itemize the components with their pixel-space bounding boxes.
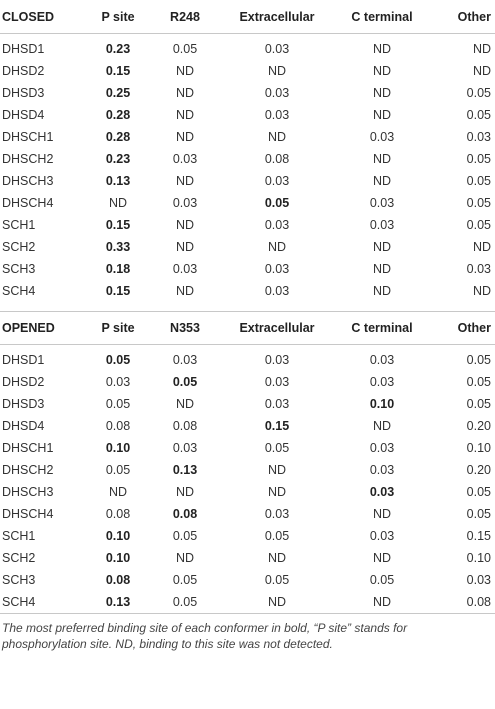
cell-conformer: DHSCH4 <box>2 507 54 521</box>
cell-c-terminal: 0.03 <box>369 441 395 455</box>
table-row <box>0 236 495 258</box>
cell-c-terminal: ND <box>372 284 392 298</box>
cell-residue-site: 0.03 <box>172 441 198 455</box>
cell-conformer: DHSD4 <box>2 419 45 433</box>
cell-other: 0.05 <box>466 218 491 232</box>
cell-residue-site: ND <box>175 174 195 188</box>
cell-residue-site: 0.03 <box>172 152 198 166</box>
cell-residue-site: 0.05 <box>172 573 198 587</box>
table-row <box>0 170 495 192</box>
cell-extracellular: 0.15 <box>264 419 290 433</box>
cell-p-site: 0.15 <box>105 218 131 232</box>
column-header-residue-site: N353 <box>149 312 221 345</box>
cell-extracellular: 0.03 <box>264 42 290 56</box>
cell-extracellular: 0.03 <box>264 353 290 367</box>
cell-other: 0.05 <box>466 86 491 100</box>
cell-extracellular: ND <box>267 130 287 144</box>
table-row <box>0 349 495 371</box>
cell-other: 0.15 <box>466 529 491 543</box>
cell-conformer: DHSD1 <box>2 353 45 367</box>
table-row <box>0 280 495 302</box>
table-row <box>0 591 495 614</box>
cell-conformer: DHSD3 <box>2 397 45 411</box>
cell-c-terminal: 0.03 <box>369 196 395 210</box>
cell-conformer: DHSCH3 <box>2 174 54 188</box>
cell-other: 0.03 <box>466 262 491 276</box>
cell-c-terminal: 0.03 <box>369 353 395 367</box>
cell-c-terminal: ND <box>372 174 392 188</box>
cell-residue-site: ND <box>175 397 195 411</box>
cell-c-terminal: ND <box>372 64 392 78</box>
header-row <box>0 0 495 34</box>
cell-residue-site: 0.08 <box>172 419 198 433</box>
cell-c-terminal: 0.03 <box>369 130 395 144</box>
cell-conformer: SCH2 <box>2 551 36 565</box>
cell-extracellular: ND <box>267 240 287 254</box>
cell-other: 0.05 <box>466 174 491 188</box>
cell-extracellular: 0.03 <box>264 218 290 232</box>
table-row <box>0 415 495 437</box>
table-row <box>0 569 495 591</box>
cell-other: 0.05 <box>466 485 491 499</box>
table-row <box>0 547 495 569</box>
cell-other: 0.10 <box>466 551 491 565</box>
header-row <box>0 312 495 345</box>
cell-p-site: 0.15 <box>105 64 131 78</box>
cell-conformer: SCH3 <box>2 262 36 276</box>
cell-p-site: 0.15 <box>105 284 131 298</box>
cell-c-terminal: 0.03 <box>369 218 395 232</box>
cell-conformer: SCH4 <box>2 284 36 298</box>
cell-other: ND <box>472 42 491 56</box>
cell-residue-site: ND <box>175 130 195 144</box>
cell-extracellular: 0.05 <box>264 573 290 587</box>
cell-residue-site: ND <box>175 485 195 499</box>
cell-c-terminal: 0.10 <box>369 397 395 411</box>
cell-p-site: 0.08 <box>105 419 131 433</box>
cell-p-site: ND <box>108 196 128 210</box>
cell-residue-site: 0.05 <box>149 591 221 614</box>
cell-p-site: 0.13 <box>105 174 131 188</box>
table-row <box>0 60 495 82</box>
cell-conformer: SCH4 <box>0 591 87 614</box>
cell-c-terminal: ND <box>372 152 392 166</box>
cell-conformer: DHSD2 <box>2 64 45 78</box>
cell-other: 0.05 <box>466 397 491 411</box>
cell-conformer: DHSCH2 <box>2 152 54 166</box>
cell-extracellular: 0.03 <box>264 375 290 389</box>
cell-residue-site: ND <box>175 108 195 122</box>
cell-conformer: SCH1 <box>2 218 36 232</box>
cell-residue-site: ND <box>175 218 195 232</box>
cell-extracellular: 0.03 <box>264 108 290 122</box>
cell-p-site: 0.10 <box>105 529 131 543</box>
cell-residue-site: ND <box>175 64 195 78</box>
cell-p-site: 0.25 <box>105 86 131 100</box>
cell-p-site: 0.28 <box>105 108 131 122</box>
cell-p-site: 0.08 <box>105 573 131 587</box>
cell-p-site: 0.18 <box>105 262 131 276</box>
column-header-extracellular: Extracellular <box>221 312 333 345</box>
separator-cell <box>0 302 495 312</box>
cell-other: 0.05 <box>466 108 491 122</box>
cell-extracellular: 0.03 <box>264 507 290 521</box>
cell-conformer: DHSCH2 <box>2 463 54 477</box>
cell-c-terminal: ND <box>372 551 392 565</box>
cell-p-site: 0.05 <box>105 353 131 367</box>
column-header-extracellular: Extracellular <box>221 0 333 34</box>
cell-other: 0.03 <box>466 573 491 587</box>
cell-p-site: 0.08 <box>105 507 131 521</box>
cell-conformer: DHSCH1 <box>2 130 54 144</box>
cell-other: 0.05 <box>466 375 491 389</box>
cell-c-terminal: ND <box>372 108 392 122</box>
cell-extracellular: 0.05 <box>264 529 290 543</box>
cell-residue-site: ND <box>175 551 195 565</box>
cell-p-site: 0.05 <box>105 463 131 477</box>
table-row <box>0 148 495 170</box>
cell-extracellular: 0.05 <box>264 196 290 210</box>
cell-extracellular: ND <box>267 485 287 499</box>
table-row <box>0 393 495 415</box>
cell-extracellular: ND <box>267 463 287 477</box>
cell-residue-site: 0.08 <box>172 507 198 521</box>
cell-other: ND <box>472 64 491 78</box>
cell-p-site: 0.28 <box>105 130 131 144</box>
cell-conformer: DHSCH3 <box>2 485 54 499</box>
cell-extracellular: 0.03 <box>264 397 290 411</box>
table-row <box>0 525 495 547</box>
cell-conformer: SCH2 <box>2 240 36 254</box>
cell-conformer: SCH1 <box>2 529 36 543</box>
cell-extracellular: 0.05 <box>264 441 290 455</box>
table-row <box>0 38 495 60</box>
cell-extracellular: 0.03 <box>264 86 290 100</box>
column-header-c-terminal: C terminal <box>333 312 431 345</box>
cell-c-terminal: ND <box>372 419 392 433</box>
table-row <box>0 503 495 525</box>
column-header-other: Other <box>431 0 495 34</box>
cell-c-terminal: ND <box>372 507 392 521</box>
table-row <box>0 82 495 104</box>
cell-c-terminal: 0.03 <box>369 529 395 543</box>
cell-extracellular: ND <box>221 591 333 614</box>
cell-c-terminal: 0.05 <box>369 573 395 587</box>
column-header-conformer: CLOSED <box>0 0 87 34</box>
cell-other: 0.10 <box>466 441 491 455</box>
cell-residue-site: 0.03 <box>172 262 198 276</box>
column-header-residue-site: R248 <box>149 0 221 34</box>
cell-conformer: DHSD2 <box>2 375 45 389</box>
cell-residue-site: ND <box>175 86 195 100</box>
cell-residue-site: 0.05 <box>172 42 198 56</box>
cell-residue-site: ND <box>175 284 195 298</box>
table-row <box>0 192 495 214</box>
cell-p-site: 0.10 <box>105 551 131 565</box>
cell-other: 0.08 <box>431 591 495 614</box>
column-header-p-site: P site <box>87 312 149 345</box>
table-row <box>0 459 495 481</box>
cell-conformer: SCH3 <box>2 573 36 587</box>
table-row <box>0 104 495 126</box>
cell-c-terminal: ND <box>372 42 392 56</box>
cell-other: ND <box>472 240 491 254</box>
section-separator <box>0 302 495 312</box>
cell-extracellular: 0.03 <box>264 174 290 188</box>
column-header-c-terminal: C terminal <box>333 0 431 34</box>
cell-other: 0.03 <box>466 130 491 144</box>
cell-c-terminal: ND <box>372 86 392 100</box>
cell-c-terminal: 0.03 <box>369 375 395 389</box>
cell-conformer: DHSD3 <box>2 86 45 100</box>
cell-residue-site: 0.03 <box>172 196 198 210</box>
table-row <box>0 437 495 459</box>
cell-residue-site: 0.13 <box>172 463 198 477</box>
cell-other: 0.05 <box>466 353 491 367</box>
cell-c-terminal: ND <box>372 262 392 276</box>
cell-other: 0.05 <box>466 152 491 166</box>
cell-other: 0.20 <box>466 419 491 433</box>
cell-p-site: 0.13 <box>87 591 149 614</box>
cell-other: 0.20 <box>466 463 491 477</box>
table-footnote: The most preferred binding site of each conformer in bold, “P site” stands for phosphorylation site. ND, binding to this site was not detected. <box>2 621 408 652</box>
cell-c-terminal: ND <box>372 240 392 254</box>
cell-c-terminal: 0.03 <box>369 463 395 477</box>
cell-p-site: ND <box>108 485 128 499</box>
cell-residue-site: ND <box>175 240 195 254</box>
cell-p-site: 0.03 <box>105 375 131 389</box>
table-row <box>0 126 495 148</box>
cell-p-site: 0.33 <box>105 240 131 254</box>
column-header-p-site: P site <box>87 0 149 34</box>
cell-p-site: 0.23 <box>105 152 131 166</box>
cell-p-site: 0.10 <box>105 441 131 455</box>
cell-extracellular: ND <box>267 64 287 78</box>
cell-c-terminal: 0.03 <box>369 485 395 499</box>
cell-conformer: DHSD1 <box>2 42 45 56</box>
cell-residue-site: 0.03 <box>172 353 198 367</box>
cell-conformer: DHSCH4 <box>2 196 54 210</box>
cell-other: ND <box>472 284 491 298</box>
cell-p-site: 0.23 <box>105 42 131 56</box>
cell-extracellular: 0.03 <box>264 284 290 298</box>
table-row <box>0 214 495 236</box>
cell-p-site: 0.05 <box>105 397 131 411</box>
cell-residue-site: 0.05 <box>172 529 198 543</box>
cell-extracellular: ND <box>267 551 287 565</box>
cell-other: 0.05 <box>466 196 491 210</box>
column-header-other: Other <box>431 312 495 345</box>
column-header-conformer: OPENED <box>0 312 87 345</box>
cell-extracellular: 0.08 <box>264 152 290 166</box>
cell-conformer: DHSCH1 <box>2 441 54 455</box>
table-row <box>0 481 495 503</box>
cell-other: 0.05 <box>466 507 491 521</box>
cell-residue-site: 0.05 <box>172 375 198 389</box>
cell-conformer: DHSD4 <box>2 108 45 122</box>
table-row <box>0 258 495 280</box>
table-row <box>0 371 495 393</box>
cell-extracellular: 0.03 <box>264 262 290 276</box>
cell-c-terminal: ND <box>333 591 431 614</box>
